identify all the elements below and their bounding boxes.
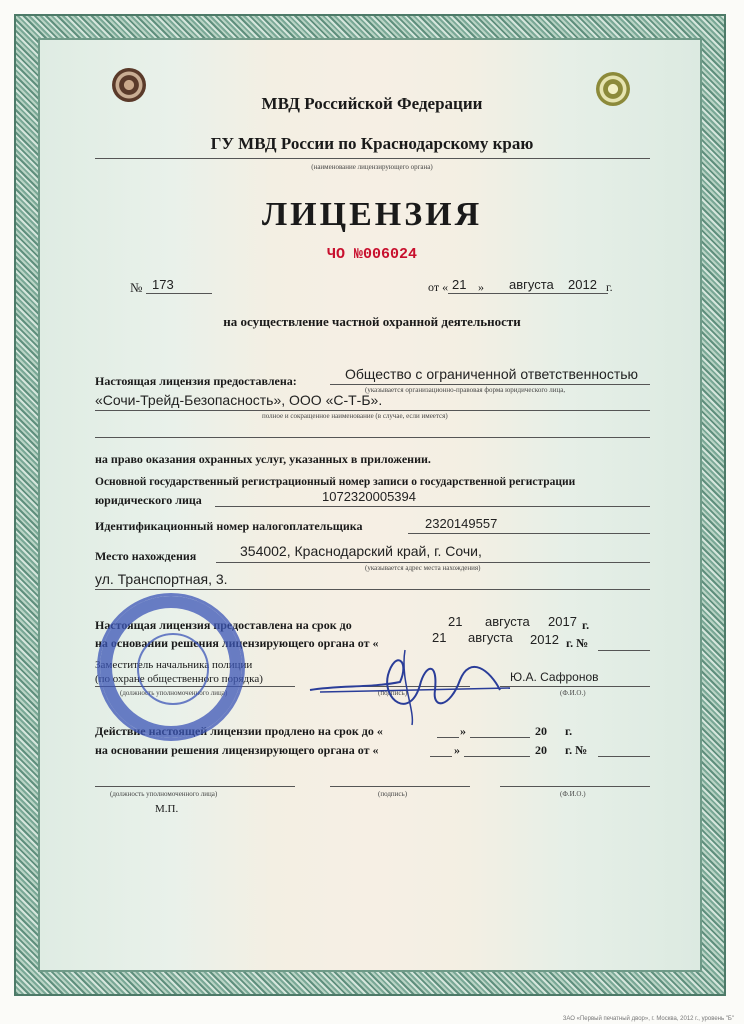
- inn-value: 2320149557: [425, 516, 498, 531]
- date-year: 2012: [568, 277, 597, 292]
- date-day: 21: [452, 277, 467, 292]
- location-caption: (указывается адрес места нахождения): [365, 564, 481, 572]
- extension-y2: 20: [535, 743, 547, 757]
- granted-value-1: Общество с ограниченной ответственностью: [345, 366, 639, 382]
- ext-day-line-1: [437, 737, 459, 738]
- extension-q2: »: [454, 743, 460, 757]
- term-line-2: на основании решения лицензирующего органа от «: [95, 636, 379, 650]
- granted-line-1: [330, 384, 650, 385]
- extension-line-2: на основании решения лицензирующего органа от «: [95, 743, 379, 757]
- ext-day-line-2: [430, 756, 452, 757]
- number-label: №: [130, 280, 143, 295]
- extension-line-1: Действие настоящей лицензии продлено на срок до «: [95, 724, 383, 738]
- term-month-2: августа: [468, 630, 513, 645]
- date-suffix: г.: [606, 280, 613, 294]
- signer-position-1: Заместитель начальника полиции: [95, 659, 253, 671]
- signer-caption-sign: (подпись): [378, 689, 408, 697]
- bottom-line-2: [330, 786, 470, 787]
- signature-scribble: [300, 630, 520, 730]
- document-title: ЛИЦЕНЗИЯ: [261, 196, 483, 233]
- term-num: г. №: [566, 636, 589, 650]
- signer-name: Ю.А. Сафронов: [510, 670, 599, 684]
- date-month: августа: [509, 277, 554, 292]
- date-line: [448, 293, 608, 294]
- extension-y1: 20: [535, 724, 547, 738]
- signer-line-3: [500, 686, 650, 687]
- location-line-2: [95, 589, 650, 590]
- term-year-2: 2012: [530, 632, 559, 647]
- extension-g2: г. №: [565, 743, 588, 757]
- signer-position-2: (по охране общественного порядка): [95, 673, 263, 685]
- seal-emblem-icon: [137, 633, 209, 705]
- ext-month-line-2: [464, 756, 530, 757]
- signer-caption-fio: (Ф.И.О.): [560, 689, 586, 697]
- extension-q1: »: [460, 724, 466, 738]
- seal-place-label: М.П.: [155, 803, 179, 815]
- granted-line-2: [95, 410, 650, 411]
- term-year-1: 2017: [548, 614, 577, 629]
- number-value: 173: [152, 277, 174, 292]
- activity-text: на осуществление частной охранной деятельности: [223, 314, 521, 329]
- ogrn-value: 1072320005394: [322, 489, 416, 504]
- bottom-line-3: [500, 786, 650, 787]
- location-value-1: 354002, Краснодарский край, г. Сочи,: [240, 543, 482, 559]
- bottom-caption-position: (должность уполномоченного лица): [110, 790, 218, 798]
- granted-caption-2: полное и сокращенное наименование (в случае, если имеется): [262, 412, 448, 420]
- ogrn-label-1: Основной государственный регистрационный номер записи о государственной регистрации: [95, 476, 576, 488]
- authority-caption: (наименование лицензирующего органа): [311, 163, 433, 171]
- extension-g1: г.: [565, 724, 573, 738]
- ministry-title: МВД Российской Федерации: [261, 94, 483, 113]
- number-line: [146, 293, 212, 294]
- bottom-caption-fio: (Ф.И.О.): [560, 790, 586, 798]
- date-prefix: от «: [428, 280, 449, 294]
- signer-caption-position: (должность уполномоченного лица): [120, 689, 228, 697]
- right-text: на право оказания охранных услуг, указанных в приложении.: [95, 452, 431, 466]
- ext-month-line-1: [470, 737, 530, 738]
- series-number: ЧО №006024: [326, 246, 417, 263]
- term-num-line: [598, 650, 650, 651]
- location-label: Место нахождения: [95, 549, 197, 563]
- term-day-2: 21: [432, 630, 447, 645]
- official-seal: [97, 593, 245, 741]
- granted-line-3: [95, 437, 650, 438]
- granted-value-2: «Сочи-Трейд-Безопасность», ООО «С-Т-Б».: [95, 392, 383, 408]
- granted-caption-1: (указывается организационно-правовая форма юридического лица,: [365, 386, 566, 394]
- ogrn-line: [215, 506, 650, 507]
- term-line-1: Настоящая лицензия предоставлена на срок до: [95, 618, 352, 632]
- granted-label: Настоящая лицензия предоставлена:: [95, 374, 297, 388]
- location-line-1: [216, 562, 650, 563]
- bottom-line-1: [95, 786, 295, 787]
- ext-num-line: [598, 756, 650, 757]
- date-close: »: [478, 280, 484, 294]
- authority-line: [95, 158, 650, 159]
- bottom-caption-sign: (подпись): [378, 790, 408, 798]
- printer-footer: ЗАО «Первый печатный двор», г. Москва, 2012 г., уровень "Б": [562, 1016, 734, 1022]
- ogrn-label-2: юридического лица: [95, 493, 202, 507]
- term-month-1: августа: [485, 614, 530, 629]
- inn-label: Идентификационный номер налогоплательщика: [95, 519, 363, 533]
- location-value-2: ул. Транспортная, 3.: [95, 571, 228, 587]
- authority-title: ГУ МВД России по Краснодарскому краю: [210, 134, 534, 153]
- inn-line: [408, 533, 650, 534]
- term-g: г.: [582, 618, 590, 632]
- term-day-1: 21: [448, 614, 463, 629]
